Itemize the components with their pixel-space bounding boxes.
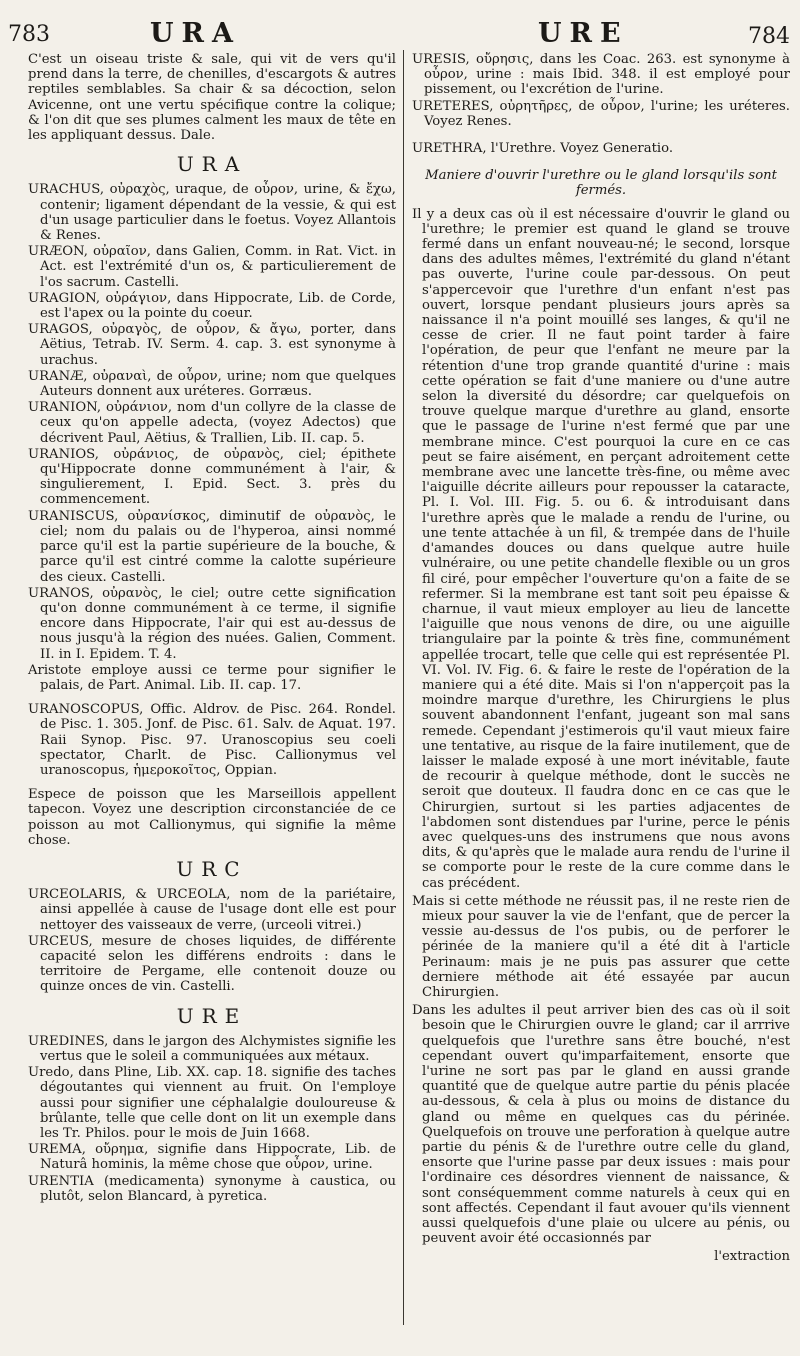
section-heading-urc: URC	[176, 856, 248, 881]
entry-aristote: Aristote employe aussi ce terme pour signifier le palais, de Part. Animal. Lib. II. cap. 17.	[28, 662, 396, 693]
entry-uranae: URANÆ, οὐραναὶ, de οὖρον, urine; nom que quelques Auteurs donnent aux uréteres. Gorræus.	[28, 368, 396, 400]
espece-paragraph: Espece de poisson que les Marseillois appellent tapecon. Voyez une description circonstanciée de ce poisson au mot Callionymus, qui signifie la même chose.	[28, 787, 396, 848]
entry-uresis: URESIS, οὔρησις, dans les Coac. 263. est synonyme à οὖρον, urine : mais Ibid. 348. il est employé pour pissement, ou l'excrétion de l'urine.	[412, 52, 790, 98]
entry-uragion: URAGION, οὐράγιον, dans Hippocrate, Lib. de Corde, est l'apex ou la pointe du coeur.	[28, 290, 396, 322]
entry-urceus: URCEUS, mesure de choses liquides, de différente capacité selon les différens endroits : dans le territoire de Pergame, elle contenoit douze ou quinze onces de vin. Castelli.	[28, 933, 396, 995]
entry-urachus: URACHUS, οὐραχὸς, uraque, de οὖρον, urine, & ἔχω, contenir; ligament dépendant de la vessie, & qui est d'un usage particulier dans le foetus. Voyez Allantois & Renes.	[28, 182, 396, 244]
left-column	[28, 52, 396, 1205]
entry-uranios: URANIOS, οὐράνιος, de οὐρανὸς, ciel; épithete qu'Hippocrate donne communément à l'air, & singulierement, I. Epid. Sect. 3. près du commencement.	[28, 446, 396, 508]
article-subtitle: Maniere d'ouvrir l'urethre ou le gland lorsqu'ils sont fermés.	[425, 168, 777, 199]
body-paragraph-1: Il y a deux cas où il est nécessaire d'ouvrir le gland ou l'urethre; le premier est quand le gland se trouve fermé dans un enfant nouveau-né; le second, lorsque dans des adultes mêmes, l'extrémité du gland n'étant pas ouverte, l'urine coule par-dessous. On peut s'appercevoir que l'urethre d'un enfant n'est pas ouvert, lorsque pendant plusieurs jours après sa naissance il n'a point mouillé ses langes, & qu'il ne cesse de crier. Il ne faut point tarder à faire l'opération, de peur que l'enfant ne meure par la rétention d'une trop grande quantité d'urine : mais cette opération se fait d'une maniere ou d'une autre selon la diversité du désordre; car quelquefois on trouve quelque marque d'urethre au gland, ensorte que le passage de l'urine n'est fermé que par une membrane mince. C'est pourquoi la cure en ce cas peut se faire aisément, en perçant adroitement cette membrane avec une lancette très-fine, ou même avec l'aiguille décrite ailleurs pour repousser la cataracte, Pl. I. Vol. III. Fig. 5. ou 6. & introduisant dans l'urethre après que le malade a rendu de l'urine, ou une tente attachée à un fil, & trempée dans de l'huile d'amandes douces ou dans quelque autre huile vulnéraire, ou une petite chandelle flexible ou un gros fil ciré, pour empêcher l'ouverture qu'on a faite de se refermer. Si la membrane est tant soit peu épaisse & charnue, il vaut mieux employer au lieu de lancette l'aiguille que nous venons de dire, ou une aiguille triangulaire par la pointe & très fine, communément appellée trocart, telle que celle qui est représentée Pl. VI. Vol. IV. Fig. 6. & faire le reste de l'opération de la maniere qui a été dite. Mais si l'on n'apperçoit pas la moindre marque d'urethre, les Chirurgiens le plus souvent abandonnent l'enfant, jugeant son mal sans remede. Cependant j'estimerois qu'il vaut mieux faire une tentative, au risque de la faire inutilement, que de laisser le malade exposé à une mort inévitable, faute de recourir à quelque méthode, dont le succès ne seroit que douteux. Il faudra donc en ce cas que le Chirurgien, surtout si les parties adjacentes de l'abdomen sont distendues par l'urine, perce le pénis avec quelques-uns des instrumens que nous avons dits, & qu'après que le malade aura rendu de l'urine il se comporte pour le reste de la cure comme dans le cas précédent.	[412, 206, 790, 891]
entry-ureteres: URETERES, οὐρητῆρες, de οὖρον, l'urine; les uréteres. Voyez Renes.	[412, 98, 790, 129]
entry-uranoscopus: URANOSCOPUS, Offic. Aldrov. de Pisc. 264. Rondel. de Pisc. 1. 305. Jonf. de Pisc. 61. Salv. de Aquat. 197. Raii Synop. Pisc. 97. Uranoscopius seu coeli spectator, Charlt. de Pisc. Callionymus vel uranoscopus, ἡμεροκοῖτος, Oppian.	[28, 702, 396, 778]
right-running-title: URE	[538, 18, 629, 49]
body-paragraph-3: Dans les adultes il peut arriver bien des cas où il soit besoin que le Chirurgien ouvre le gland; car il arrrive quelquefois que l'urethre sans être bouché, n'est cependant ouvert qu'imparfaitement, ensorte que l'urine ne sort pas par le gland en aussi grande quantité que de quelque autre partie du pénis placée au-dessous, & cela à plus ou moins de distance du gland ou même en quelques cas du périnée. Quelquefois on trouve une perforation à quelque autre partie du pénis & de l'urethre outre celle du gland, ensorte que l'urine passe par deux issues : mais pour l'ordinaire ces désordres viennent de naissance, & sont conséquemment comme naturels à ceux qui en sont affectés. Cependant il faut avouer qu'ils viennent aussi quelquefois d'une plaie ou ulcere au pénis, ou peuvent avoir été occasionnés par	[412, 1003, 790, 1247]
entry-uraeon: URÆON, οὐραῖον, dans Galien, Comm. in Rat. Vict. in Act. est l'extrémité d'un os, & particulierement de l'os sacrum. Castelli.	[28, 244, 396, 290]
right-page-number: 784	[748, 24, 790, 49]
entry-urema: UREMA, οὔρημα, signifie dans Hippocrate, Lib. de Naturâ hominis, la même chose que οὖρον, urine.	[28, 1142, 396, 1173]
section-heading-ura: URA	[176, 152, 248, 177]
column-divider	[403, 50, 404, 1325]
entry-uredo: Uredo, dans Pline, Lib. XX. cap. 18. signifie des taches dégoutantes qui viennent au fruit. On l'employe aussi pour signifier une céphalalgie douloureuse & brûlante, telle que celle dont on lit un exemple dans les Tr. Philos. pour le mois de Juin 1668.	[28, 1065, 396, 1141]
right-column	[412, 52, 790, 1265]
body-paragraph-2: Mais si cette méthode ne réussit pas, il ne reste rien de mieux pour sauver la vie de l'enfant, que de percer la vessie au-dessus de l'os pubis, ou de perforer le périnée de la maniere qu'il a été dit à l'article Perinaum: mais je ne puis pas assurer que cette derniere méthode ait été essayée par aucun Chirurgien.	[412, 893, 790, 1000]
catchword: l'extraction	[714, 1249, 790, 1265]
entry-urentia: URENTIA (medicamenta) synonyme à caustica, ou plutôt, selon Blancard, à pyretica.	[28, 1173, 396, 1204]
section-heading-ure: URE	[176, 1003, 248, 1028]
entry-uranos: URANOS, οὐρανὸς, le ciel; outre cette signification qu'on donne communément à ce terme, il signifie encore dans Hippocrate, l'air qui est au-dessus de nous jusqu'à la région des nuées. Galien, Comment. II. in I. Epidem. T. 4.	[28, 585, 396, 662]
left-running-title: URA	[150, 18, 241, 49]
entry-uranion: URANION, οὐράνιον, nom d'un collyre de la classe de ceux qu'on appelle adecta, (voyez Adectos) que décrivent Paul, Aëtius, & Trallien, Lib. II. cap. 5.	[28, 400, 396, 446]
left-page-number: 783	[8, 22, 50, 47]
entry-uragos: URAGOS, οὐραγὸς, de οὖρον, & ἄγω, porter, dans Aëtius, Tetrab. IV. Serm. 4. cap. 3. est synonyme à urachus.	[28, 322, 396, 368]
entry-uraniscus: URANISCUS, οὐρανίσκος, diminutif de οὐρανὸς, le ciel; nom du palais ou de l'hyperoa, ainsi nommé parce qu'il est la partie supérieure de la bouche, & parce qu'il est cintré comme la calotte supérieure des cieux. Castelli.	[28, 508, 396, 585]
entry-urethra: URETHRA, l'Urethre. Voyez Generatio.	[412, 141, 674, 157]
entry-urceolaris: URCEOLARIS, & URCEOLA, nom de la pariétaire, ainsi appellée à cause de l'usage dont elle est pour nettoyer des vaisseaux de verre, (urceoli vitrei.)	[28, 887, 396, 933]
intro-paragraph: C'est un oiseau triste & sale, qui vit de vers qu'il prend dans la terre, de chenilles, d'escargots & autres reptiles semblables. Sa chair & sa décoction, selon Avicenne, ont une vertu spécifique contre la colique; & l'on dit que ses plumes calment les maux de tête en les appliquant dessus. Dale.	[28, 52, 396, 144]
entry-uredines: UREDINES, dans le jargon des Alchymistes signifie les vertus que le soleil a communiquées aux métaux.	[28, 1033, 396, 1064]
